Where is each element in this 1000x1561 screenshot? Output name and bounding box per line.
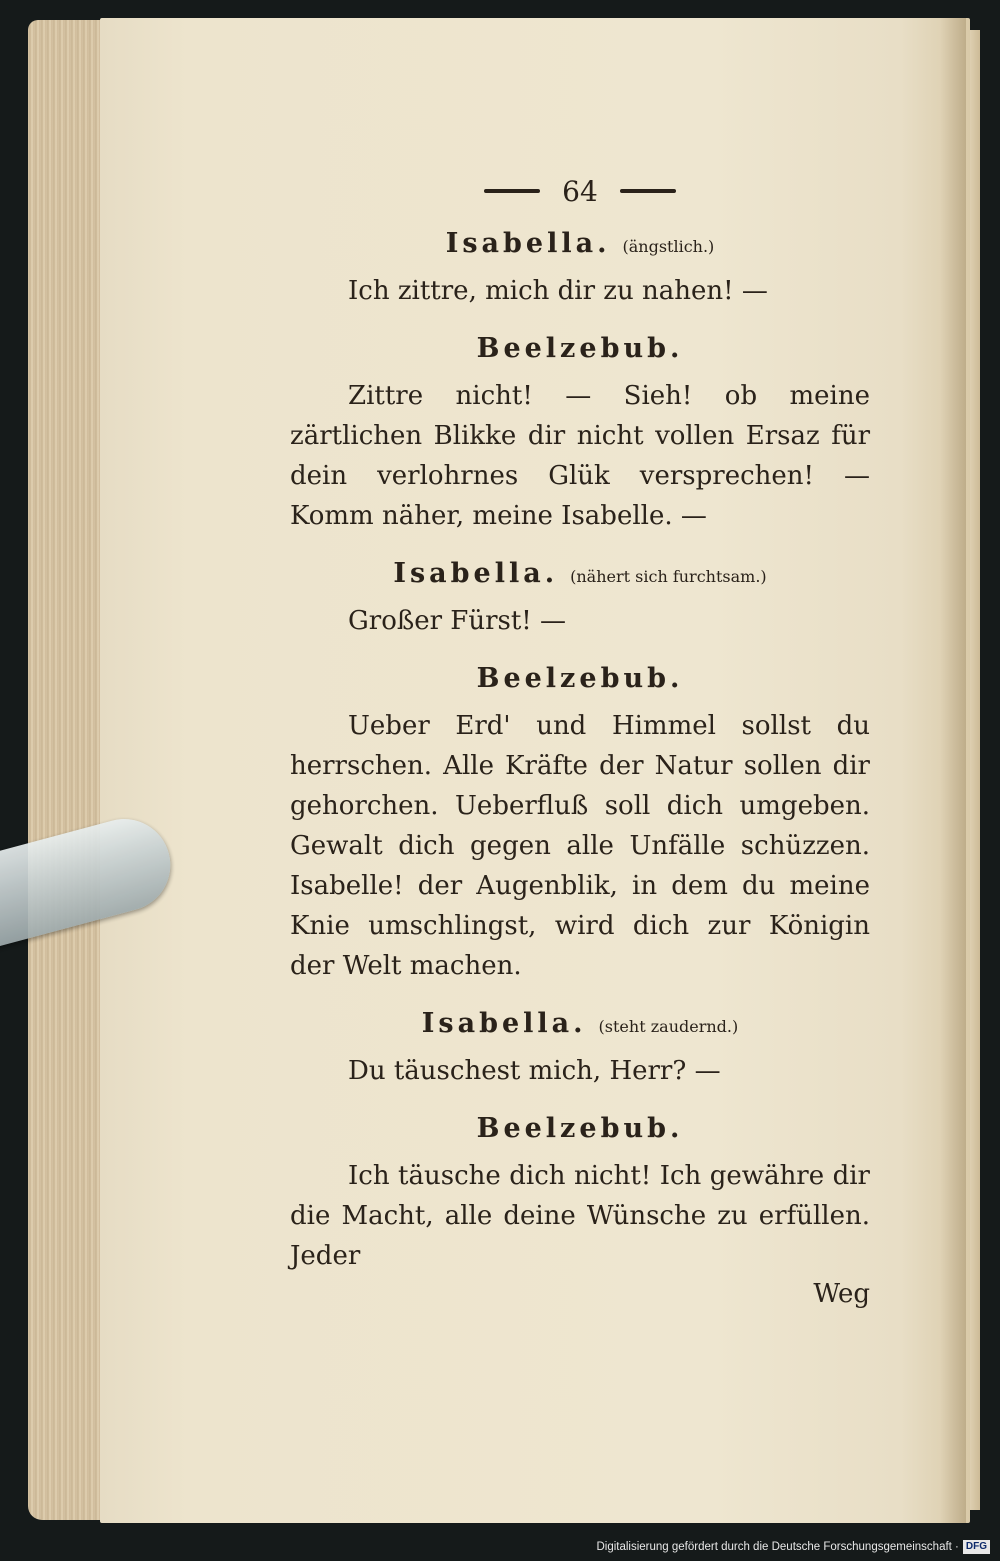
header-rule-left bbox=[484, 189, 540, 193]
speaker-heading bbox=[290, 558, 870, 589]
speaker-name: Isabella. bbox=[421, 1008, 587, 1039]
speaker-name: Beelzebub. bbox=[476, 333, 684, 364]
stage-direction: (ängstlich.) bbox=[622, 237, 715, 256]
speaker-name: Isabella. bbox=[393, 558, 559, 589]
speaker-name: Isabella. bbox=[445, 228, 611, 259]
dialogue-line: Zittre nicht! — Sieh! ob meine zärtlichen Blikke dir nicht vollen Ersaz für dein verlohrnes Glük versprechen! — Komm näher, meine Isabelle. — bbox=[290, 381, 870, 531]
speaker-heading bbox=[290, 1113, 870, 1144]
digitization-footer bbox=[596, 1539, 990, 1555]
dialogue-line: Ich täusche dich nicht! Ich gewähre dir die Macht, alle deine Wünsche zu erfüllen. Jeder bbox=[290, 1161, 870, 1271]
stage-direction: (steht zaudernd.) bbox=[598, 1017, 739, 1036]
catchword: Weg bbox=[813, 1279, 870, 1309]
speaker-name: Beelzebub. bbox=[476, 1113, 684, 1144]
dialogue-line: Du täuschest mich, Herr? — bbox=[348, 1056, 721, 1086]
speaker-heading bbox=[290, 228, 870, 259]
page-text bbox=[290, 168, 870, 1312]
speaker-name: Beelzebub. bbox=[476, 663, 684, 694]
header-rule-right bbox=[620, 189, 676, 193]
dialogue-line: Ich zittre, mich dir zu nahen! — bbox=[348, 276, 768, 306]
speaker-heading bbox=[290, 1008, 870, 1039]
page-number: 64 bbox=[562, 174, 598, 208]
dfg-logo-icon: DFG bbox=[963, 1540, 990, 1554]
dialogue-line: Ueber Erd' und Himmel sollst du herrschen. Alle Kräfte der Natur sollen dir gehorchen. Ueberfluß soll dich umgeben. Gewalt dich gegen alle Unfälle schüzzen. Isabelle! der Augenblik, in dem du meine Knie umschlingst, wird dich zur Königin der Welt machen. bbox=[290, 711, 870, 981]
dialogue-line: Großer Fürst! — bbox=[348, 606, 567, 636]
page-header bbox=[290, 168, 870, 214]
speaker-heading bbox=[290, 663, 870, 694]
spine-shadow bbox=[940, 18, 966, 1523]
speaker-heading bbox=[290, 333, 870, 364]
footer-credit: Digitalisierung gefördert durch die Deutsche Forschungsgemeinschaft · bbox=[596, 1541, 959, 1553]
stage-direction: (nähert sich furchtsam.) bbox=[570, 567, 767, 586]
